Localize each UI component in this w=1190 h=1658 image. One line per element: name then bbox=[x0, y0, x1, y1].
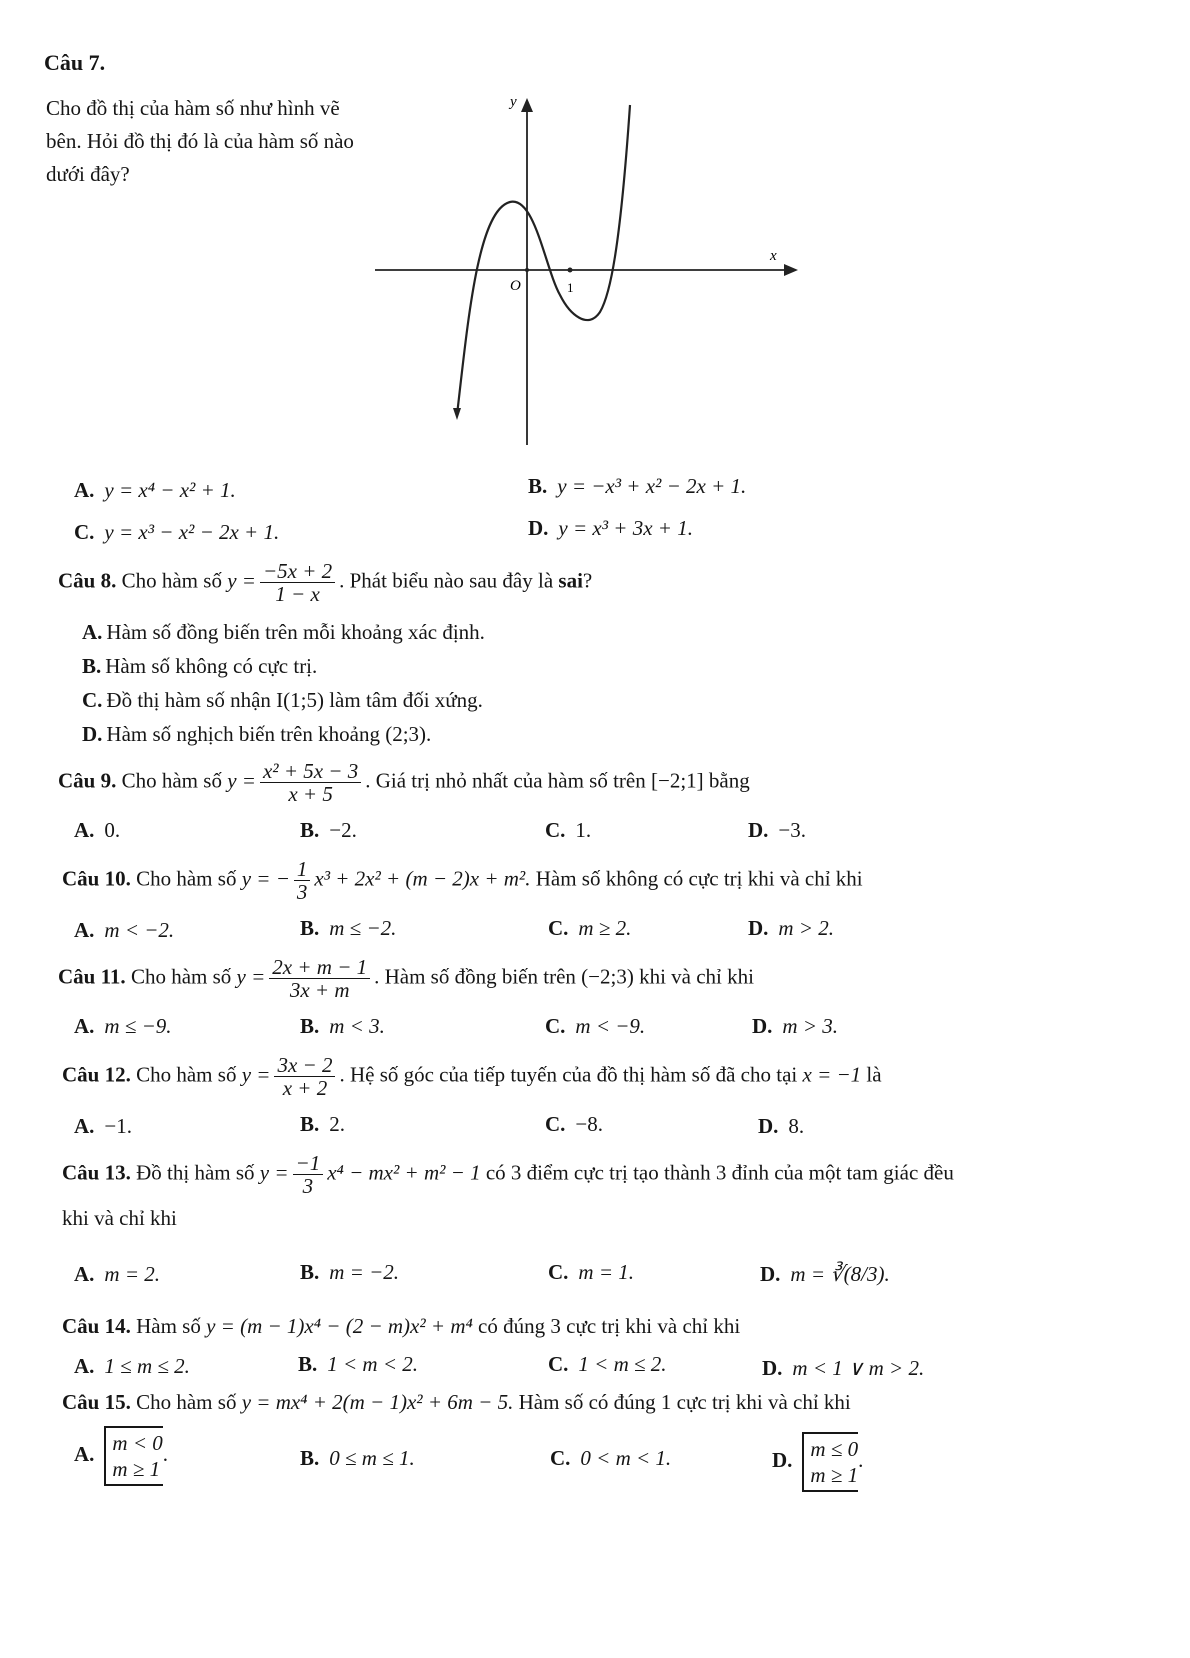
q15-option-d[interactable]: D. m ≤ 0 m ≥ 1. bbox=[772, 1432, 863, 1492]
q8-option-d[interactable]: D. Hàm số nghịch biến trên khoảng (2;3). bbox=[82, 722, 432, 746]
q7-option-c[interactable]: C. y = x³ − x² − 2x + 1. bbox=[74, 520, 280, 544]
q7-option-b[interactable]: B. y = −x³ + x² − 2x + 1. bbox=[528, 474, 747, 498]
q7-stem: Cho đồ thị của hàm số như hình vẽ bên. Hỏi đồ thị đó là của hàm số nào dưới đây? bbox=[46, 96, 354, 186]
q13-option-b[interactable]: B. m = −2. bbox=[300, 1260, 400, 1284]
q12-stem: Câu 12. Cho hàm số y = $\frac{3x - 2}{x + 2}$ . Hệ số góc của tiếp tuyến của đồ thị hàm số đã cho tại x = −1 là bbox=[62, 1053, 882, 1100]
q9-option-c[interactable]: C. 1. bbox=[545, 818, 592, 842]
q14-option-c[interactable]: C. 1 < m ≤ 2. bbox=[548, 1352, 667, 1376]
q9-option-b[interactable]: B. −2. bbox=[300, 818, 357, 842]
q7-option-d[interactable]: D. y = x³ + 3x + 1. bbox=[528, 516, 693, 540]
q10-option-c[interactable]: C. m ≥ 2. bbox=[548, 916, 632, 940]
q9-option-a[interactable]: A. 0. bbox=[74, 818, 121, 842]
x-axis-arrow bbox=[784, 264, 798, 276]
q13-option-d[interactable]: D. m = ∛(8/3). bbox=[760, 1262, 890, 1286]
q7-function-graph bbox=[370, 90, 810, 450]
q10-stem: Câu 10. Cho hàm số y = − $\frac{1}{3}$ x³ + 2x² + (m − 2)x + m². Hàm số không có cực trị khi và chỉ khi bbox=[62, 857, 863, 904]
origin-label: O bbox=[510, 278, 521, 294]
q14-option-b[interactable]: B. 1 < m < 2. bbox=[298, 1352, 419, 1376]
q7-title: Câu 7. bbox=[44, 50, 106, 75]
q15-option-a[interactable]: A. m < 0 m ≥ 1. bbox=[74, 1426, 168, 1486]
q12-option-d[interactable]: D. 8. bbox=[758, 1114, 805, 1138]
q9-option-d[interactable]: D. −3. bbox=[748, 818, 807, 842]
q11-stem: Câu 11. Cho hàm số y = $\frac{2x + m - 1}{3x + m}$ . Hàm số đồng biến trên (−2;3) khi và chỉ khi bbox=[58, 955, 754, 1002]
q13-option-c[interactable]: C. m = 1. bbox=[548, 1260, 635, 1284]
cubic-curve bbox=[457, 105, 630, 415]
q9-stem: Câu 9. Cho hàm số y = $\frac{\text{x² + 5x − 3}}{x + 5}$ . Giá trị nhỏ nhất của hàm số trên [−2;1] bằng bbox=[58, 759, 750, 806]
q10-option-a[interactable]: A. m < −2. bbox=[74, 918, 175, 942]
q14-option-a[interactable]: A. 1 ≤ m ≤ 2. bbox=[74, 1354, 190, 1378]
q8-option-c[interactable]: C. Đồ thị hàm số nhận I(1;5) làm tâm đối xứng. bbox=[82, 688, 483, 712]
x-tick-1 bbox=[568, 268, 573, 273]
q14-option-d[interactable]: D. m < 1 ∨ m > 2. bbox=[762, 1356, 925, 1380]
q10-option-b[interactable]: B. m ≤ −2. bbox=[300, 916, 397, 940]
q13-stem-line2: khi và chỉ khi bbox=[62, 1206, 177, 1230]
q8-option-a[interactable]: A. Hàm số đồng biến trên mỗi khoảng xác định. bbox=[82, 620, 485, 644]
curve-end-arrow bbox=[453, 408, 461, 420]
q13-option-a[interactable]: A. m = 2. bbox=[74, 1262, 161, 1286]
q12-option-b[interactable]: B. 2. bbox=[300, 1112, 346, 1136]
q8-stem: Câu 8. Cho hàm số y = $\frac{-5x + 2}{1 - x}$ . Phát biểu nào sau đây là sai? bbox=[58, 559, 593, 606]
origin-point bbox=[525, 268, 529, 272]
q15-option-b[interactable]: B. 0 ≤ m ≤ 1. bbox=[300, 1446, 415, 1470]
tick-1-label: 1 bbox=[567, 280, 574, 295]
q11-option-d[interactable]: D. m > 3. bbox=[752, 1014, 839, 1038]
q14-stem: Câu 14. Hàm số y = (m − 1)x⁴ − (2 − m)x² + m⁴ có đúng 3 cực trị khi và chỉ khi bbox=[62, 1314, 741, 1338]
q11-option-b[interactable]: B. m < 3. bbox=[300, 1014, 385, 1038]
q10-option-d[interactable]: D. m > 2. bbox=[748, 916, 835, 940]
y-axis-arrow bbox=[521, 98, 533, 112]
q11-option-c[interactable]: C. m < −9. bbox=[545, 1014, 646, 1038]
q12-option-c[interactable]: C. −8. bbox=[545, 1112, 604, 1136]
q13-stem: Câu 13. Đồ thị hàm số y = $\frac{-1}{3}$ x⁴ − mx² + m² − 1 có 3 điểm cực trị tạo thành 3 đỉnh của một tam giác đều bbox=[62, 1151, 954, 1198]
q15-stem: Câu 15. Cho hàm số y = mx⁴ + 2(m − 1)x² + 6m − 5. Hàm số có đúng 1 cực trị khi và chỉ khi bbox=[62, 1390, 851, 1414]
q8-option-b[interactable]: B. Hàm số không có cực trị. bbox=[82, 654, 318, 678]
q7-option-a[interactable]: A. y = x⁴ − x² + 1. bbox=[74, 478, 236, 502]
y-axis-label: y bbox=[510, 94, 517, 110]
q11-option-a[interactable]: A. m ≤ −9. bbox=[74, 1014, 172, 1038]
q15-option-c[interactable]: C. 0 < m < 1. bbox=[550, 1446, 672, 1470]
x-axis-label: x bbox=[770, 248, 777, 264]
q12-option-a[interactable]: A. −1. bbox=[74, 1114, 133, 1138]
